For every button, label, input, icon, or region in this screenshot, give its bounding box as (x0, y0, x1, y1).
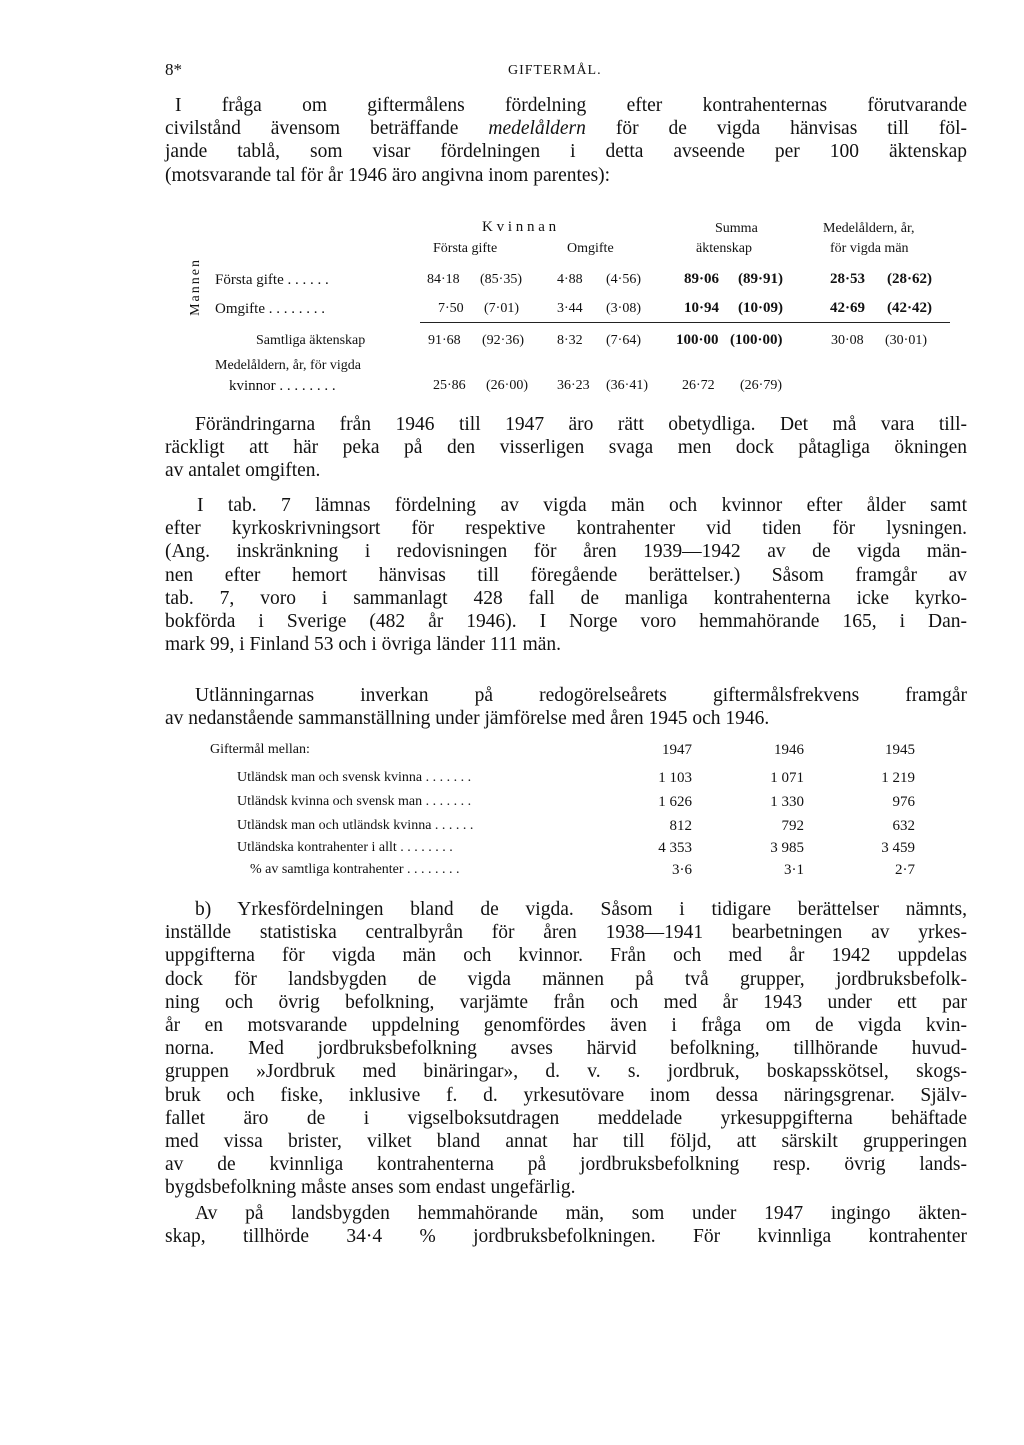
col-header-summa: Summa (715, 221, 758, 236)
col-header-medelaldern: Medelåldern, år, (823, 221, 915, 236)
para-line: av antalet omgiften. (165, 460, 321, 482)
table2-cell-1946: 1 330 (770, 794, 804, 810)
para-line: bruk och fiske, inklusive f. d. yrkesutövare inom dessa näringsgrenar. Själv- (165, 1084, 967, 1106)
cell-medelalder: 28·53 (830, 271, 866, 287)
table2-cell-1947: 4 353 (658, 840, 692, 856)
cell-forsta-gifte-1946: (85·35) (480, 272, 522, 287)
table2-cell-1946: 3·1 (784, 862, 804, 878)
last-paragraph (165, 1202, 967, 1248)
cell-summa-1946: (100·00) (730, 332, 783, 348)
table2-cell-1945: 2·7 (895, 862, 915, 878)
cell-forsta-gifte: 7·50 (438, 301, 464, 316)
table2-cell-1947: 1 626 (658, 794, 692, 810)
table2-row-label: Utländska kontrahenter i allt . . . . . . . . (237, 840, 453, 855)
cell-omgifte-1946: (4·56) (606, 272, 641, 287)
para-line: (Ang. inskränkning i redovisningen för åren 1939—1942 av de vigda män- (165, 541, 967, 563)
para-line: av nedanstående sammanställning under jämförelse med åren 1945 och 1946. (165, 708, 770, 730)
cell-forsta-gifte-1946: (7·01) (484, 301, 519, 316)
cell-medelalder: 42·69 (830, 300, 866, 316)
para-line: skap, tillhörde 34·4 % jordbruksbefolkningen. För kvinnliga kontrahenter (165, 1226, 967, 1248)
table2-header-1945: 1945 (885, 742, 915, 758)
cell-omgifte: 3·44 (557, 301, 583, 316)
table2-cell-1945: 1 219 (881, 770, 915, 786)
total-row-label: Samtliga äktenskap (256, 333, 366, 348)
cell-medelalder-1946: (30·01) (885, 333, 927, 348)
table2-row-label: Utländsk man och svensk kvinna . . . . . . . (237, 770, 472, 785)
intro-line-part: för de vigda hänvisas till föl- (615, 118, 968, 140)
cell-forsta-gifte: 84·18 (427, 272, 460, 287)
para-line: år en motsvarande uppdelning genomfördes även i fråga om de vigda kvin- (165, 1015, 967, 1037)
cell-summa: 26·72 (682, 378, 715, 393)
page-number: 8* (165, 60, 182, 79)
col-header-for-vigda-man: för vigda män (830, 241, 909, 256)
cell-forsta-gifte-1946: (26·00) (486, 378, 528, 393)
cell-summa: 10·94 (684, 300, 720, 316)
para-line: fallet äro de i vigselboksutdragen meddelade yrkesuppgifterna behäftade (165, 1107, 967, 1129)
intro-line (165, 117, 967, 140)
para-line: norna. Med jordbruksbefolkning avses härvid befolkning, tillhörande huvud- (165, 1038, 967, 1060)
table2-cell-1947: 812 (669, 818, 692, 834)
foreigners-paragraph (165, 684, 967, 730)
table-rule (420, 322, 950, 323)
para-line: b) Yrkesfördelningen bland de vigda. Såsom i tidigare berättelser nämnts, (195, 899, 967, 920)
table2-header-1946: 1946 (774, 742, 804, 758)
table2-row-label: Utländsk man och utländsk kvinna . . . . . . (237, 818, 474, 833)
row-label: Omgifte . . . . . . . . (215, 301, 325, 317)
intro-line-part: civilstånd ävensom beträffande (165, 118, 459, 140)
cell-omgifte-1946: (7·64) (606, 333, 641, 348)
para-line: av de kvinnliga kontrahenterna på jordbruksbefolkning resp. övrig lands- (165, 1154, 967, 1176)
col-header-omgifte: Omgifte (567, 241, 614, 256)
para-line: Av på landsbygden hemmahörande män, som under 1947 ingingo äkten- (195, 1203, 967, 1224)
intro-line: jande tablå, som visar fördelningen i detta avseende per 100 äktenskap (165, 141, 967, 163)
tab7-paragraph (165, 494, 967, 656)
col-header-aktenskap: äktenskap (696, 241, 752, 256)
para-line: ning och övrig befolkning, varjämte från och med år 1943 under ett par (165, 991, 967, 1013)
table2-cell-1945: 976 (892, 794, 915, 810)
table2-cell-1947: 1 103 (658, 770, 692, 786)
table2-row-label: Utländsk kvinna och svensk man . . . . . . . (237, 794, 472, 809)
intro-line: I fråga om giftermålens fördelning efter kontrahenternas förutvarande (175, 95, 967, 116)
intro-paragraph (165, 94, 967, 187)
cell-summa: 89·06 (684, 271, 720, 287)
cell-medelalder: 30·08 (831, 333, 864, 348)
para-line: inställde statistiska centralbyrån för åren 1938—1941 bearbetningen av yrkes- (165, 922, 967, 944)
cell-omgifte-1946: (3·08) (606, 301, 641, 316)
para-line: räckligt att här peka på den visserligen svaga men dock påtagliga ökningen (165, 437, 967, 459)
table2-cell-1946: 3 985 (770, 840, 804, 856)
para-line: bygdsbefolkning måste anses som endast ungefärlig. (165, 1177, 576, 1199)
para-line: dock för landsbygden de vigda männen på två grupper, jordbruksbefolk- (165, 968, 967, 990)
cell-omgifte: 36·23 (557, 378, 590, 393)
cell-medelalder-1946: (28·62) (887, 271, 932, 287)
cell-summa-1946: (89·91) (738, 271, 783, 287)
italic-term: medelåldern (488, 118, 586, 140)
para-line: I tab. 7 lämnas fördelning av vigda män och kvinnor efter ålder samt (197, 495, 967, 516)
intro-line: (motsvarande tal för år 1946 äro angivna inom parentes): (165, 164, 611, 186)
cell-summa: 100·00 (676, 332, 719, 348)
para-line: Utlänningarnas inverkan på redogörelseårets giftermålsfrekvens framgår (195, 685, 967, 706)
cell-summa-1946: (26·79) (740, 378, 782, 393)
cell-forsta-gifte: 25·86 (433, 378, 466, 393)
para-line: Förändringarna från 1946 till 1947 äro rätt obetydliga. Det må vara till- (195, 414, 967, 435)
section-b-paragraph (165, 898, 967, 1200)
table2-header-1947: 1947 (662, 742, 692, 758)
para-line: bokförda i Sverige (482 år 1946). I Norge voro hemmahörande 165, i Dan- (165, 611, 967, 633)
cell-forsta-gifte: 91·68 (428, 333, 461, 348)
cell-omgifte-1946: (36·41) (606, 378, 648, 393)
table2-header-label: Giftermål mellan: (210, 742, 310, 757)
cell-summa-1946: (10·09) (738, 300, 783, 316)
para-line: efter kyrkoskrivningsort för respektive kontrahenter vid tiden för lysningen. (165, 518, 967, 540)
table2-cell-1947: 3·6 (672, 862, 692, 878)
table2-cell-1946: 792 (781, 818, 804, 834)
col-header-kvinnan: K v i n n a n (482, 219, 557, 235)
cell-forsta-gifte-1946: (92·36) (482, 333, 524, 348)
changes-paragraph (165, 413, 967, 483)
para-line: mark 99, i Finland 53 och i övriga länder 111 män. (165, 634, 562, 656)
table2-cell-1945: 3 459 (881, 840, 915, 856)
para-line: tab. 7, voro i sammanlagt 428 fall de manliga kontrahenterna icke kyrko- (165, 587, 967, 609)
para-line: nen efter hemort hänvisas till föregående berättelser.) Såsom framgår av (165, 564, 967, 586)
cell-omgifte: 4·88 (557, 272, 583, 287)
cell-omgifte: 8·32 (557, 333, 583, 348)
para-line: gruppen »Jordbruk med binäringar», d. v. s. jordbruk, boskapsskötsel, skogs- (165, 1061, 967, 1083)
para-line: med vissa brister, vilket bland annat har till följd, att särskilt grupperingen (165, 1131, 967, 1153)
col-header-forsta-gifte: Första gifte (433, 241, 498, 256)
table2-cell-1946: 1 071 (770, 770, 804, 786)
women-age-label: Medelåldern, år, för vigda (215, 358, 361, 373)
running-title: GIFTERMÅL. (508, 63, 602, 78)
table2-cell-1945: 632 (892, 818, 915, 834)
row-label: Första gifte . . . . . . (215, 272, 329, 288)
para-line: uppgifterna för vigda män och kvinnor. Från och med år 1942 uppdelas (165, 945, 967, 967)
cell-medelalder-1946: (42·42) (887, 300, 932, 316)
table2-row-label: % av samtliga kontrahenter . . . . . . . . (250, 862, 460, 877)
women-age-label-cont: kvinnor . . . . . . . . (229, 378, 336, 394)
side-label-mannen: Mannen (188, 258, 203, 316)
